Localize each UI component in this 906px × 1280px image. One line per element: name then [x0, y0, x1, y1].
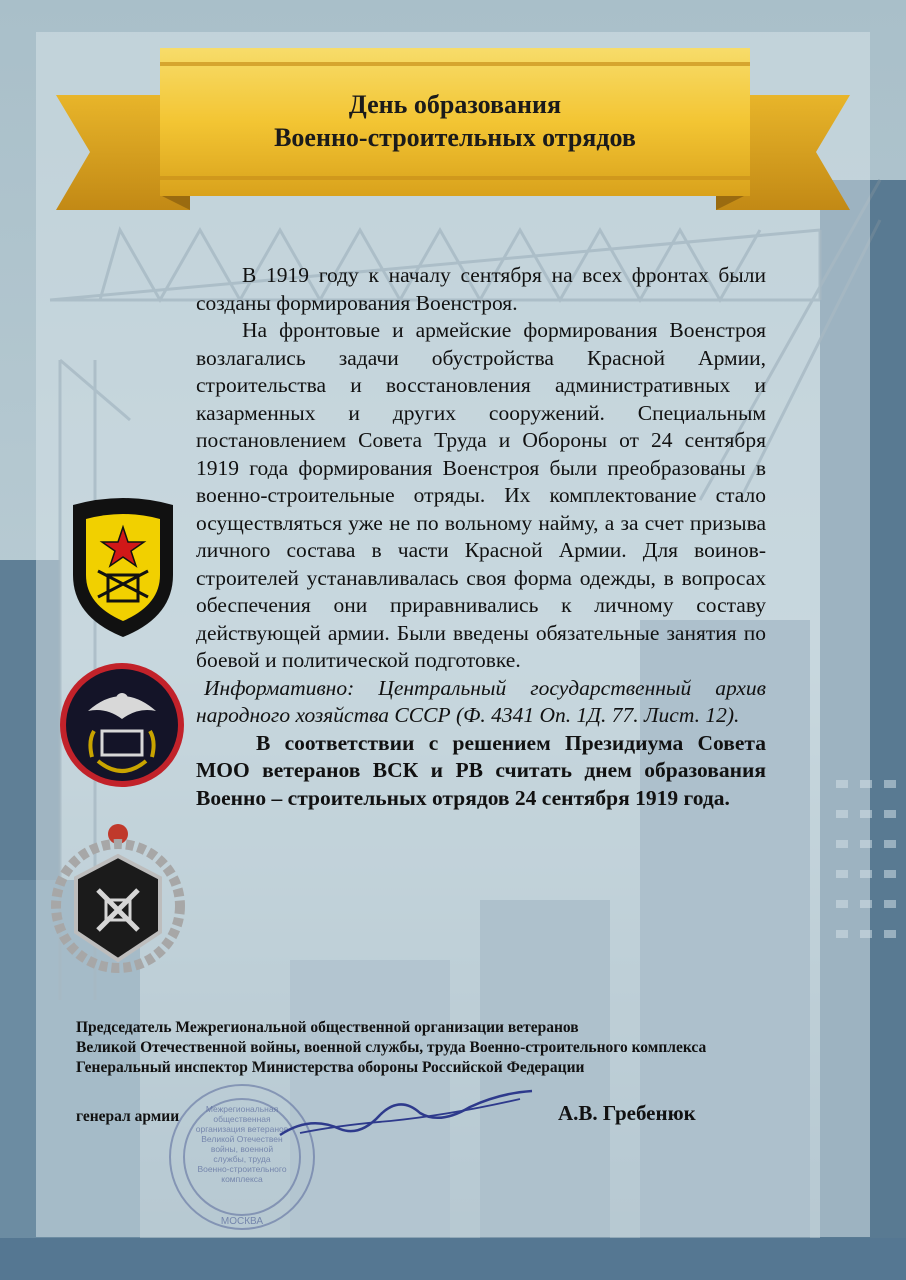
- signatory-name: А.В. Гребенюк: [558, 1101, 696, 1125]
- announcement-body: [196, 262, 766, 812]
- round-eagle-emblem-icon: [58, 661, 186, 789]
- signatory-rank: генерал армии: [76, 1108, 180, 1125]
- stamp-line-5: войны, военной: [210, 1144, 274, 1154]
- stamp-line-8: комплекса: [221, 1174, 263, 1184]
- stamp-line-4: Великой Отечествен: [201, 1134, 283, 1144]
- signatory-title-3: Генеральный инспектор Министерства обороны Российской Федерации: [76, 1059, 585, 1076]
- title-line-1: День образования: [348, 90, 562, 119]
- paragraph-main: На фронтовые и армейские формирования Военстроя возлагались задачи обустройства Красной Армии, строительства и восстановления административных и казарменных и других сооружений. Специальным постановлением Совета Труда и Обороны от 24 сентября 1919 года формирования Военстроя были преобразованы в военно-строительные отряды. Их комплектование стало осуществляться уже не по вольному найму, а за счет призыва личного состава в части Красной Армии. Для воинов-строителей устанавливалась своя форма одежды, в вопросах обеспечения они приравнивались к личному составу действующей армии. Были введены обязательные занятия по боевой и политической подготовке.: [196, 318, 766, 672]
- shield-emblem-icon: [68, 497, 178, 639]
- signatory-titles: [76, 1018, 876, 1078]
- signatory-title-1: Председатель Межрегиональной общественной организации ветеранов: [76, 1019, 579, 1036]
- paragraph-intro: В 1919 году к началу сентября на всех фронтах были созданы формирования Военстроя.: [196, 263, 766, 315]
- page-title: [160, 88, 750, 154]
- stamp-city: МОСКВА: [220, 1216, 264, 1227]
- stamp-line-6: службы, труда: [213, 1154, 271, 1164]
- stamp-line-2: общественная: [213, 1114, 271, 1124]
- stamp-line-7: Военно-строительного: [197, 1164, 287, 1174]
- signatory-title-2: Великой Отечественной войны, военной службы, труда Военно-строительного комплекса: [76, 1039, 707, 1056]
- stamp-line-3: организация ветеранов: [195, 1124, 289, 1134]
- stamp-line-1: Межрегиональная: [205, 1104, 279, 1114]
- silver-badge-emblem-icon: [50, 820, 186, 978]
- handwritten-signature: [270, 1085, 540, 1145]
- presidium-decision: В соответствии с решением Президиума Совета МОО ветеранов ВСК и РВ считать днем образования Военно – строительных отрядов 24 сентября 1919 года.: [196, 730, 766, 810]
- archive-reference: Информативно: Центральный государственный архив народного хозяйства СССР (Ф. 4341 Оп. 1Д. 77. Лист. 12).: [196, 675, 766, 727]
- title-line-2: Военно-строительных отрядов: [274, 123, 636, 152]
